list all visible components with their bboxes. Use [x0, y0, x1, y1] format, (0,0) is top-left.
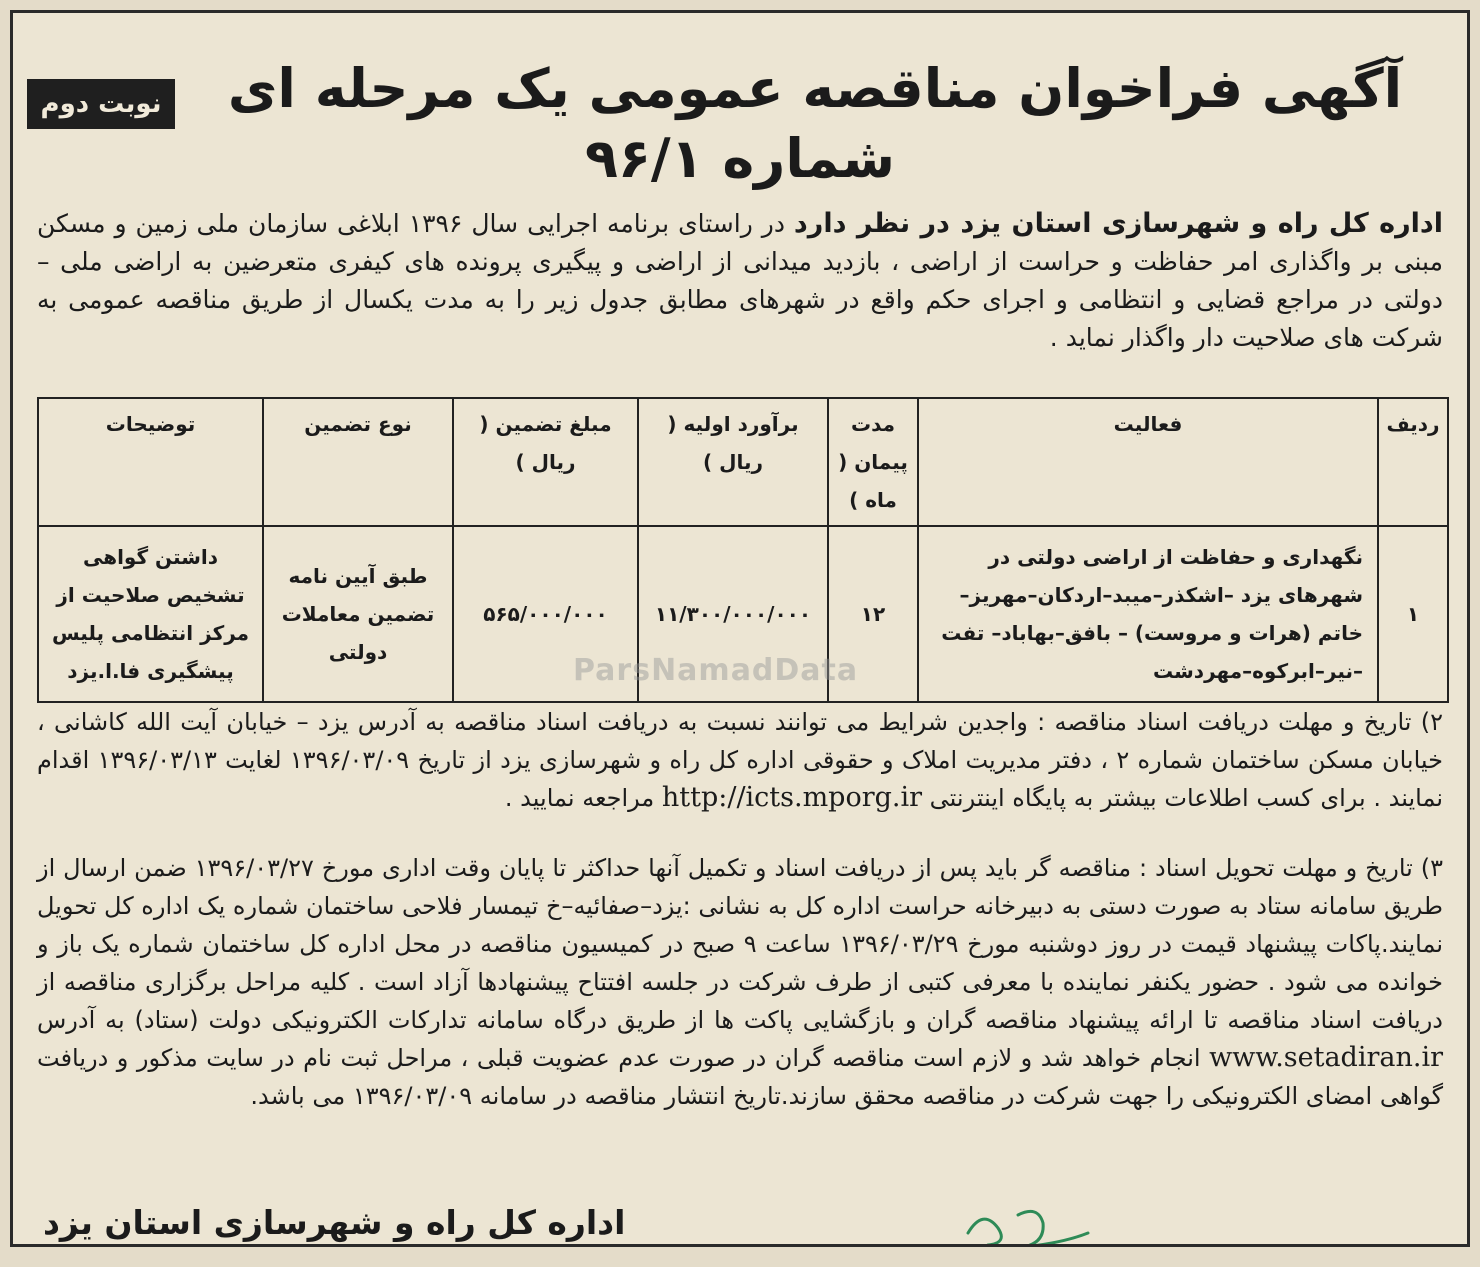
- cell-estimate: ۱۱/۳۰۰/۰۰۰/۰۰۰: [638, 526, 828, 702]
- header-estimate: برآورد اولیه ( ریال ): [638, 398, 828, 526]
- section-3-tail: انجام خواهد شد و لازم است مناقصه گران در صورت عدم عضویت قبلی ، مراحل ثبت نام در سایت مذکور و دریافت گواهی امضای الکترونیکی را جهت شرکت در مناقصه محقق سازند.تاریخ انتشار مناقصه در سامانه ۱۳۹۶/۰۳/۰۹ می باشد.: [37, 1044, 1443, 1110]
- header-guarantee-type: نوع تضمین: [263, 398, 453, 526]
- header-row-number: ردیف: [1378, 398, 1448, 526]
- cell-duration: ۱۲: [828, 526, 918, 702]
- header-activity: فعالیت: [918, 398, 1378, 526]
- watermark-text: ParsNamadData: [573, 653, 859, 688]
- intro-paragraph: [37, 205, 1443, 357]
- header-duration: مدت پیمان ( ماه ): [828, 398, 918, 526]
- issuer-signature: اداره کل راه و شهرسازی استان یزد: [43, 1203, 626, 1242]
- section-2-paragraph: [37, 703, 1443, 817]
- icts-link[interactable]: http://icts.mporg.ir: [661, 782, 923, 813]
- publication-badge: نوبت دوم: [27, 79, 175, 129]
- header-guarantee-amount: مبلغ تضمین ( ریال ): [453, 398, 638, 526]
- section-2-text: ۲) تاریخ و مهلت دریافت اسناد مناقصه : واجدین شرایط می توانند نسبت به دریافت اسناد مناقصه به آدرس یزد – خیابان آیت الله کاشانی ، خیابان مسکن ساختمان شماره ۲ ، دفتر مدیریت املاک و حقوقی اداره کل راه و شهرسازی یزد از تاریخ ۱۳۹۶/۰۳/۰۹ لغایت ۱۳۹۶/۰۳/۱۳ اقدام نمایند . برای کسب اطلاعات بیشتر به پایگاه اینترنتی: [37, 708, 1443, 812]
- intro-body: در راستای برنامه اجرایی سال ۱۳۹۶ ابلاغی سازمان ملی زمین و مسکن مبنی بر واگذاری امر حفاظت و حراست از اراضی ، بازدید میدانی از اراضی و پیگیری پرونده های کیفری متعرضین به اراضی ملی – دولتی در مراجع قضایی و انتظامی و اجرای حکم واقع در شهرهای مطابق جدول زیر را به مدت یکسال از طریق مناقصه عمومی به شرکت های صلاحیت دار واگذار نماید .: [37, 209, 1443, 352]
- notice-number: شماره ۹۶/۱: [585, 127, 895, 190]
- setadiran-link[interactable]: www.setadiran.ir: [1209, 1042, 1443, 1073]
- intro-lead: اداره کل راه و شهرسازی استان یزد در نظر دارد: [793, 208, 1443, 239]
- cell-activity: نگهداری و حفاظت از اراضی دولتی در شهرهای یزد –اشکذر–میبد–اردکان–مهریز– خاتم (هرات و مروست) – بافق–بهاباد– تفت –نیر–ابرکوه–مهردشت: [918, 526, 1378, 702]
- section-3-text: ۳) تاریخ و مهلت تحویل اسناد : مناقصه گر باید پس از دریافت اسناد و تکمیل آنها حداکثر تا پایان وقت اداری مورخ ۱۳۹۶/۰۳/۲۷ ضمن ارسال از طریق سامانه ستاد به صورت دستی به دبیرخانه حراست اداره کل به نشانی :یزد–صفائیه–خ تیمسار فلاحی ساختمان شماره یک اداره کل تحویل نمایند.پاکات پیشنهاد قیمت در روز دوشنبه مورخ ۱۳۹۶/۰۳/۲۹ ساعت ۹ صبح در کمیسیون مناقصه در محل اداره کل ساختمان شماره یک باز و خوانده می شود . حضور یکنفر نماینده با معرفی کتبی از طرف شرکت در جلسه افتتاح پیشنهادها آزاد است . کلیه مراحل برگزاری مناقصه از دریافت اسناد مناقصه تا ارائه پیشنهاد مناقصه گران و بازگشایی پاکت ها از طریق درگاه سامانه تدارکات الکترونیکی دولت (ستاد) به آدرس: [37, 854, 1444, 1034]
- cell-row-number: ۱: [1378, 526, 1448, 702]
- cell-notes: داشتن گواهی تشخیص صلاحیت از مرکز انتظامی پلیس پیشگیری فا.ا.یزد: [38, 526, 263, 702]
- handwritten-mark-icon: [963, 1203, 1093, 1247]
- notice-title: آگهی فراخوان مناقصه عمومی یک مرحله ای: [227, 57, 1403, 120]
- header-notes: توضیحات: [38, 398, 263, 526]
- tender-notice: [10, 10, 1470, 1247]
- cell-guarantee-amount: ۵۶۵/۰۰۰/۰۰۰: [453, 526, 638, 702]
- table-header-row: [38, 398, 1448, 526]
- cell-guarantee-type: طبق آیین نامه تضمین معاملات دولتی: [263, 526, 453, 702]
- section-3-paragraph: [37, 849, 1443, 1115]
- section-2-tail: مراجعه نمایید .: [504, 784, 662, 812]
